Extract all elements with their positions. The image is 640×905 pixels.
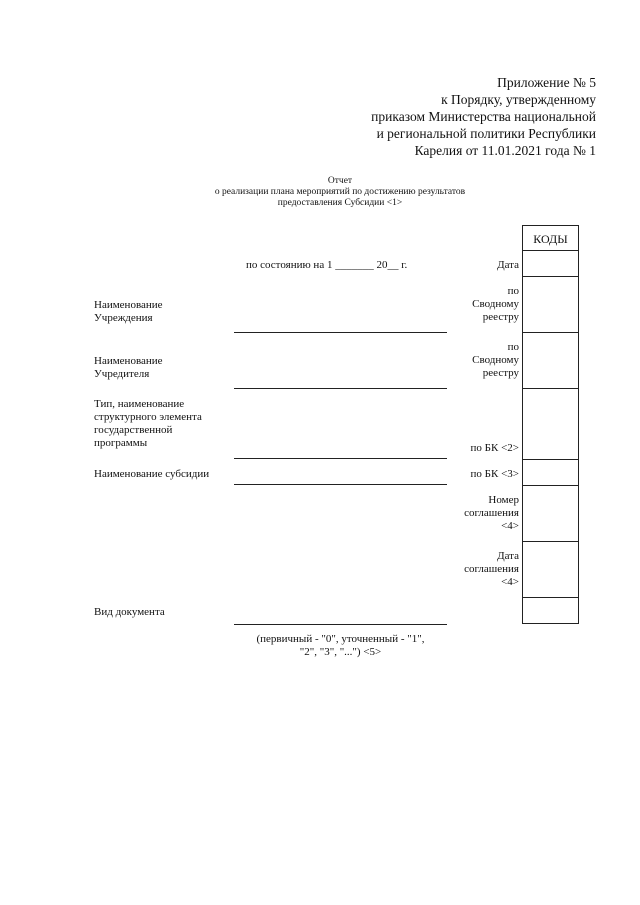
program-label: Тип, наименование структурного элемента государственной программы	[94, 398, 202, 449]
doc-type-label: Вид документа	[94, 606, 165, 618]
annex-number: Приложение № 5	[497, 75, 596, 90]
report-title-line-1: Отчет	[327, 176, 353, 186]
agreement-date-label: Дата соглашения <4>	[464, 550, 519, 588]
date-label: Дата	[497, 259, 519, 271]
annex-line-2: к Порядку, утвержденному	[441, 92, 596, 107]
program-code-label: по БК <2>	[470, 442, 519, 454]
codes-header-cell	[522, 225, 579, 251]
annex-line-3: приказом Министерства национальной	[371, 109, 596, 124]
subsidy-code-label: по БК <3>	[470, 468, 519, 480]
institution-field[interactable]	[234, 332, 447, 333]
annex-line-5: Карелия от 11.01.2021 года № 1	[414, 143, 596, 158]
founder-label: Наименование Учредителя	[94, 355, 163, 380]
codes-header: КОДЫ	[533, 232, 568, 246]
program-field[interactable]	[234, 458, 447, 459]
report-title-line-2: о реализации плана мероприятий по достижению результатов	[214, 187, 466, 197]
codes-column	[522, 250, 579, 624]
codes-divider-5	[523, 485, 578, 486]
codes-divider-1	[523, 276, 578, 277]
report-title	[0, 176, 640, 209]
codes-divider-3	[523, 388, 578, 389]
codes-divider-7	[523, 597, 578, 598]
codes-divider-2	[523, 332, 578, 333]
annex-line-4: и региональной политики Республики	[376, 126, 596, 141]
annex-header	[371, 74, 596, 159]
subsidy-label: Наименование субсидии	[94, 468, 210, 480]
subsidy-field[interactable]	[234, 484, 447, 485]
founder-code-label: по Сводному реестру	[472, 341, 519, 379]
codes-divider-6	[523, 541, 578, 542]
doc-type-note: (первичный - "0", уточненный - "1", "2", "3", "...") <5>	[256, 633, 425, 658]
as-of-date: по состоянию на 1 _______ 20__ г.	[246, 259, 408, 271]
institution-label: Наименование Учреждения	[94, 299, 163, 324]
agreement-number-label: Номер соглашения <4>	[464, 494, 519, 532]
founder-field[interactable]	[234, 388, 447, 389]
report-title-line-3: предоставления Субсидии <1>	[277, 198, 403, 208]
doc-type-field[interactable]	[234, 624, 447, 625]
institution-code-label: по Сводному реестру	[472, 285, 519, 323]
codes-divider-4	[523, 459, 578, 460]
